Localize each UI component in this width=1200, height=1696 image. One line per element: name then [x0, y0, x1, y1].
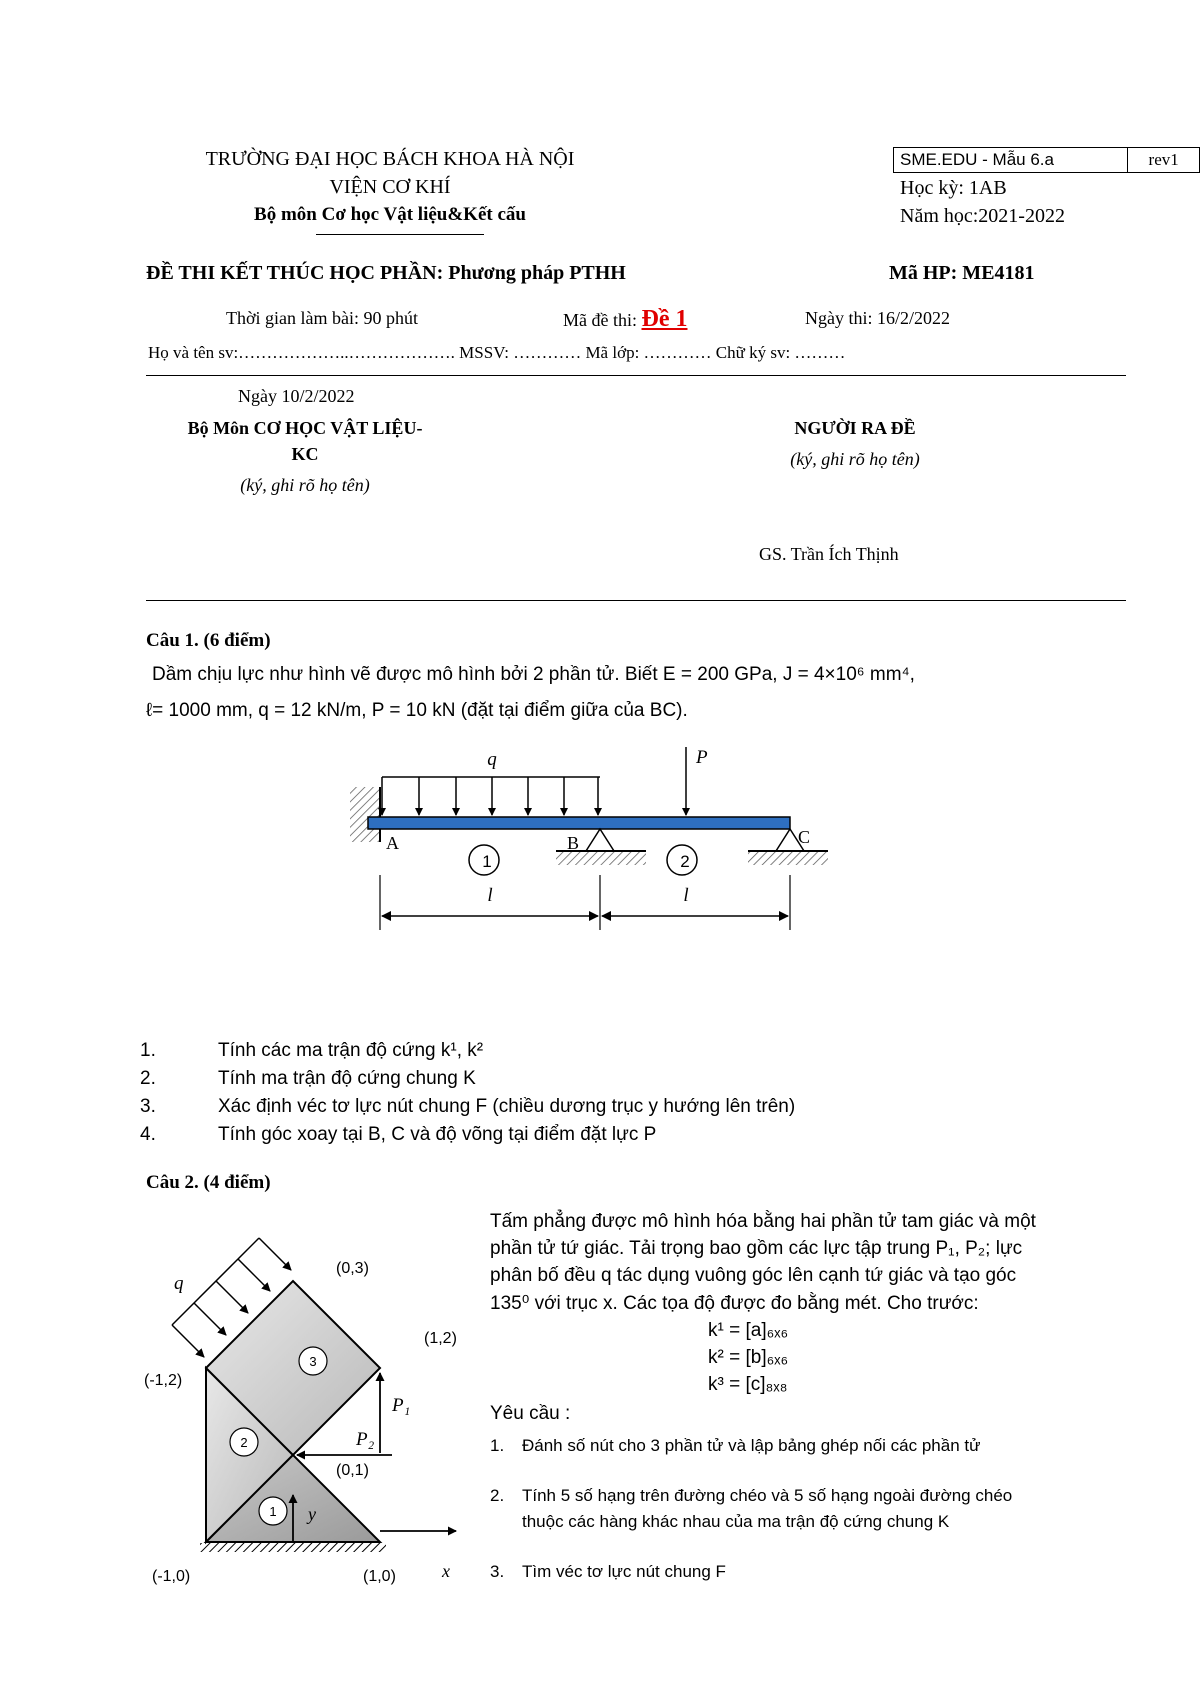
req-3-text: Tìm véc tơ lực nút chung F: [522, 1562, 726, 1581]
coord-m1-2: (-1,2): [144, 1372, 183, 1389]
q2-para-line-2: phần tử tứ giác. Tải trọng bao gồm các lực tập trung P₁, P₂; lực: [490, 1238, 1023, 1259]
load-q-label: q: [487, 749, 497, 770]
form-code: SME.EDU - Mẫu 6.a: [894, 148, 1128, 173]
sign-date: Ngày 10/2/2022: [238, 386, 355, 406]
q2-title: Câu 2. (4 điểm): [146, 1172, 271, 1193]
author-label: NGƯỜI RA ĐỀ: [794, 418, 916, 438]
revision: rev1: [1128, 148, 1200, 173]
dept-signature-note: (ký, ghi rõ họ tên): [240, 475, 370, 495]
exam-subject: Phương pháp PTHH: [448, 262, 626, 284]
author-note: (ký, ghi rõ họ tên): [790, 449, 920, 469]
el-3-label: 3: [309, 1354, 317, 1369]
distributed-load-arrows: [382, 777, 598, 815]
coord-m1-0: (-1,0): [152, 1568, 191, 1585]
institute-name: VIỆN CƠ KHÍ: [329, 176, 451, 198]
header-underline: [316, 234, 484, 235]
q2-para-line-4: 135⁰ với trục x. Các tọa độ được đo bằng mét. Cho trước:: [490, 1293, 979, 1314]
exam-code-label: Mã đề thi:: [563, 310, 642, 330]
school-year: Năm học:2021-2022: [900, 205, 1065, 227]
q1-item-3: 3.: [140, 1096, 156, 1117]
requirements-label: Yêu cầu :: [490, 1403, 571, 1424]
student-info-line: Họ và tên sv:………………..………………. MSSV: ………… Mã lớp: ………… Chữ ký sv: ………: [148, 343, 846, 362]
q1-item-1: 1.: [140, 1040, 156, 1061]
node-a-label: A: [386, 833, 399, 853]
department-name: Bộ môn Cơ học Vật liệu&Kết cấu: [254, 204, 526, 225]
element-2-label: 2: [680, 852, 690, 871]
node-b-label: B: [567, 833, 580, 853]
req-2-text-cont: thuộc các hàng khác nhau của ma trận độ cứng chung K: [522, 1512, 950, 1531]
support-b: [586, 829, 614, 851]
load-p-label: P: [696, 747, 708, 768]
given-k2: k² = [b]₆ₓ₆: [708, 1347, 789, 1368]
exam-title-prefix: ĐỀ THI KẾT THÚC HỌC PHẦN:: [146, 262, 449, 284]
given-k1: k¹ = [a]₆ₓ₆: [708, 1320, 789, 1341]
course-code: Mã HP: ME4181: [889, 262, 1035, 284]
q1-item-3-text: Xác định véc tơ lực nút chung F (chiều dương trục y hướng lên trên): [218, 1096, 796, 1117]
req-1-text: Đánh số nút cho 3 phần tử và lập bảng ghép nối các phần tử: [522, 1436, 981, 1455]
exam-code: [563, 306, 687, 333]
q2-load-q-label: q: [174, 1273, 184, 1294]
ground-support: [200, 1543, 386, 1552]
exam-duration: Thời gian làm bài: 90 phút: [226, 308, 418, 328]
q2-para-line-3: phân bố đều q tác dụng vuông góc lên cạnh tứ giác và tạo góc: [490, 1265, 1017, 1286]
exam-date: Ngày thi: 16/2/2022: [805, 308, 950, 328]
coord-1-0: (1,0): [363, 1568, 396, 1585]
axis-x-label: x: [442, 1561, 450, 1581]
dept-signature-label: Bộ Môn CƠ HỌC VẬT LIỆU-: [187, 418, 423, 438]
el-2-label: 2: [240, 1435, 248, 1450]
p2-label: P₂: [356, 1429, 375, 1450]
exam-code-value: Đề 1: [641, 306, 688, 332]
beam: [368, 817, 790, 829]
q1-item-2: 2.: [140, 1068, 156, 1089]
q1-item-4: 4.: [140, 1124, 156, 1145]
q1-item-4-text: Tính góc xoay tại B, C và độ võng tại điểm đặt lực P: [218, 1124, 657, 1145]
req-2-number: 2.: [490, 1486, 505, 1505]
q1-title: Câu 1. (6 điểm): [146, 630, 271, 651]
q1-intro-line-2: ℓ= 1000 mm, q = 12 kN/m, P = 10 kN (đặt tại điểm giữa của BC).: [146, 700, 688, 721]
req-2-text: Tính 5 số hạng trên đường chéo và 5 số hạng ngoài đường chéo: [522, 1486, 1013, 1505]
el-1-label: 1: [269, 1504, 277, 1519]
dept-signature-label-2: KC: [291, 444, 319, 464]
plate-figure: [130, 1215, 470, 1600]
semester: Học kỳ: 1AB: [900, 177, 1007, 199]
length-2-label: l: [683, 885, 689, 906]
axis-y-label: y: [308, 1504, 316, 1524]
given-k3: k³ = [c]₈ₓ₈: [708, 1374, 788, 1395]
q1-intro-line-1: Dầm chịu lực như hình vẽ được mô hình bởi 2 phần tử. Biết E = 200 GPa, J = 4×10⁶ mm⁴,: [152, 664, 915, 685]
coord-0-1: (0,1): [336, 1462, 369, 1479]
q1-item-2-text: Tính ma trận độ cứng chung K: [218, 1068, 476, 1089]
divider-top: [146, 375, 1126, 376]
form-code-box: [893, 147, 1200, 173]
divider-bottom: [146, 600, 1126, 601]
node-c-label: C: [798, 827, 811, 847]
element-1-label: 1: [482, 852, 492, 871]
req-3-number: 3.: [490, 1562, 505, 1581]
university-name: TRƯỜNG ĐẠI HỌC BÁCH KHOA HÀ NỘI: [205, 148, 575, 170]
p1-label: P₁: [392, 1395, 411, 1416]
beam-figure: [340, 735, 840, 950]
req-1-number: 1.: [490, 1436, 505, 1455]
length-1-label: l: [487, 885, 493, 906]
q1-item-1-text: Tính các ma trận độ cứng k¹, k²: [218, 1040, 484, 1061]
author-name: GS. Trần Ích Thịnh: [759, 544, 899, 564]
exam-title: [146, 262, 626, 285]
coord-0-3: (0,3): [336, 1260, 369, 1277]
q2-para-line-1: Tấm phẳng được mô hình hóa bằng hai phần tử tam giác và một: [490, 1211, 1036, 1232]
coord-1-2: (1,2): [424, 1330, 457, 1347]
fixed-wall: [350, 787, 380, 842]
